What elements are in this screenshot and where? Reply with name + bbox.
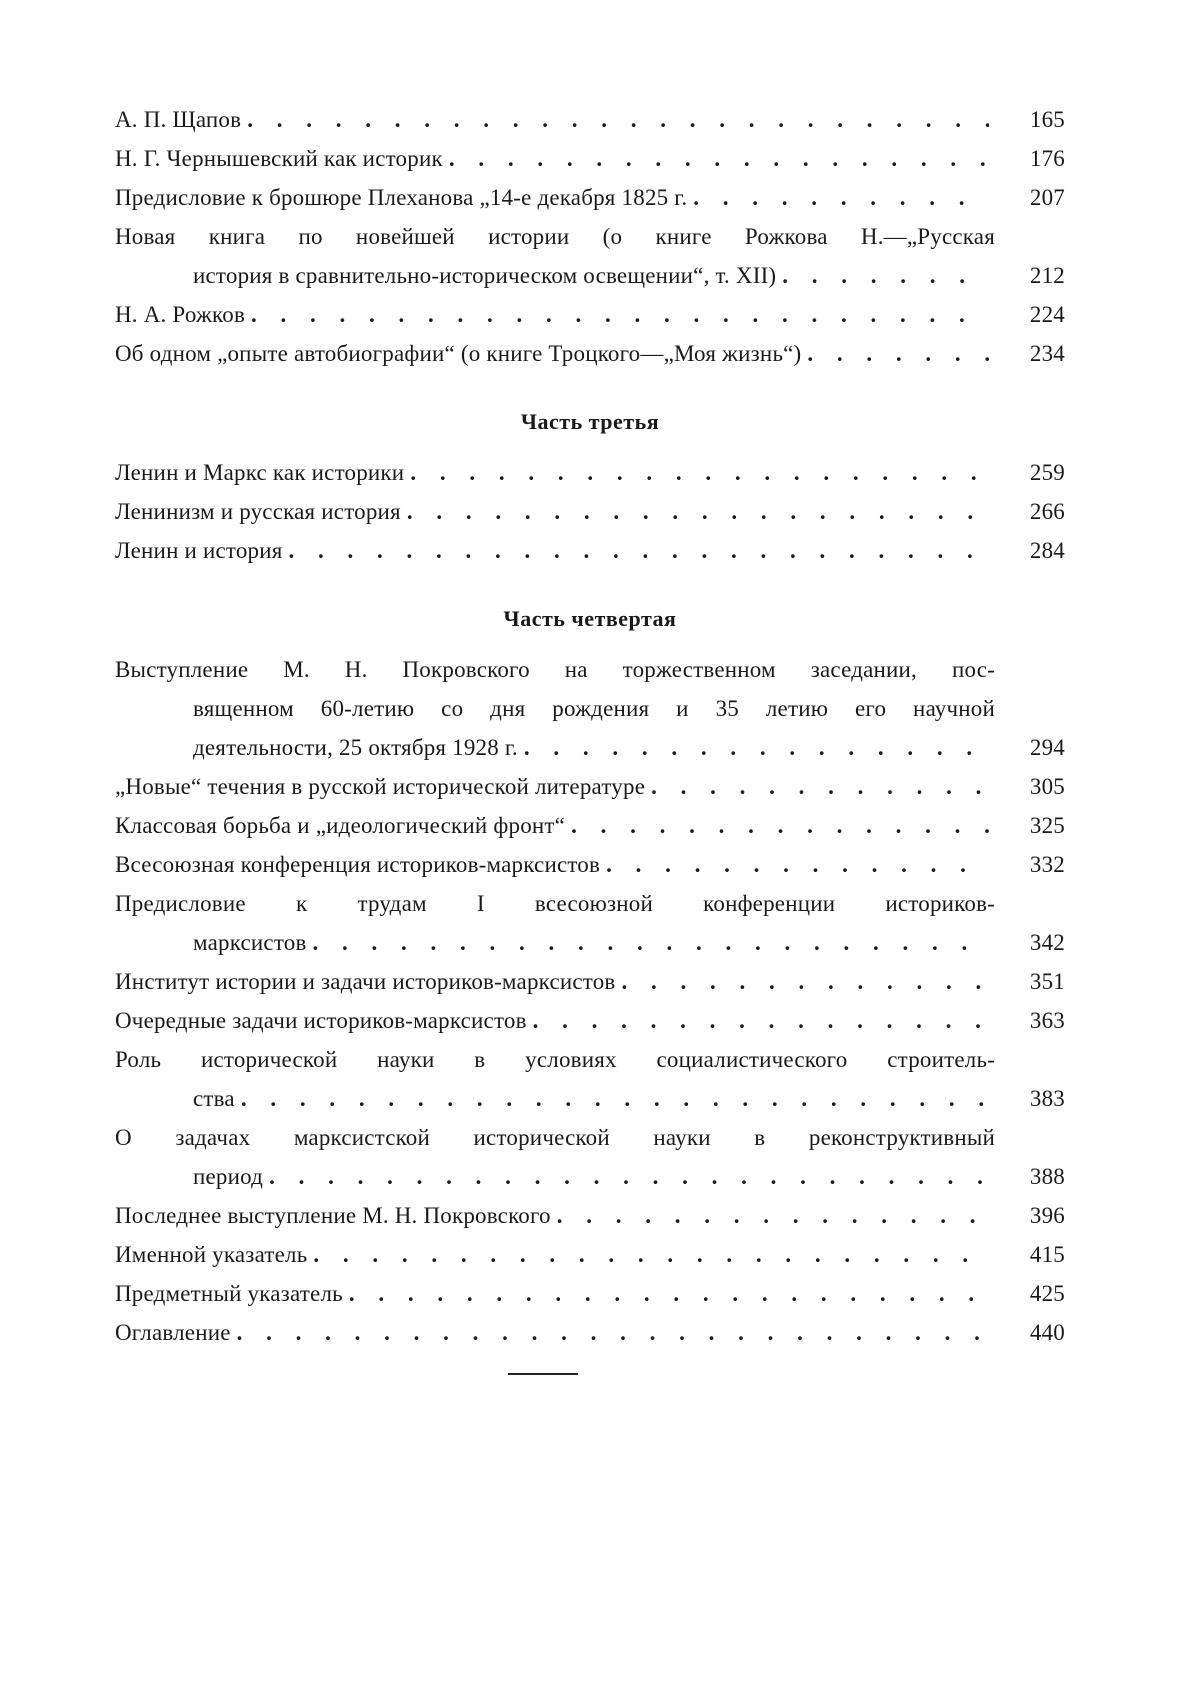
toc-entry-title: ства — [193, 1086, 235, 1111]
toc-entry-title: Об одном „опыте автобиографии“ (о книге Троцкого—„Моя жизнь“) — [115, 341, 802, 366]
toc-entry — [115, 492, 1065, 531]
toc-entry-title: Н. Г. Чернышевский как историк — [115, 146, 443, 171]
toc-entry-title: Последнее выступление М. Н. Покровского — [115, 1203, 551, 1228]
dot-leader — [449, 139, 989, 178]
dot-leader — [237, 1313, 989, 1352]
dot-leader — [651, 767, 989, 806]
dot-leader — [269, 1157, 989, 1196]
toc-page-number: 284 — [1029, 538, 1065, 563]
toc-entry-title: Всесоюзная конференция историков-марксистов — [115, 852, 601, 877]
toc-page-number: 234 — [1029, 341, 1065, 366]
dot-leader — [621, 962, 989, 1001]
toc-page-number: 396 — [1029, 1203, 1065, 1228]
toc-entry — [115, 1118, 1065, 1196]
toc-page-number: 440 — [1029, 1320, 1065, 1345]
toc-part-three-entries — [115, 453, 1065, 570]
toc-page-number: 165 — [1029, 107, 1065, 132]
toc-entry-title: Институт истории и задачи историков-марксистов — [115, 969, 616, 994]
toc-entry-title: Ленин и история — [115, 538, 283, 563]
toc-entry-title: Очередные задачи историков-марксистов — [115, 1008, 527, 1033]
toc-entry — [115, 295, 1065, 334]
dot-leader — [241, 1079, 989, 1118]
toc-entry-title: Именной указатель — [115, 1242, 308, 1267]
toc-entry-title: О задачах марксистской исторической науки в реконструктивный — [115, 1125, 995, 1150]
toc-entry-title: марксистов — [193, 930, 307, 955]
toc-page-number: 388 — [1029, 1164, 1065, 1189]
dot-leader — [289, 531, 989, 570]
dot-leader — [557, 1196, 989, 1235]
toc-page-number: 207 — [1029, 185, 1065, 210]
toc-page-number: 415 — [1029, 1242, 1065, 1267]
toc-part-four-entries — [115, 650, 1065, 1352]
dot-leader — [782, 256, 989, 295]
toc-entry-title: Выступление М. Н. Покровского на торжественном заседании, пос- — [115, 657, 995, 682]
toc-page-number: 176 — [1029, 146, 1065, 171]
dot-leader — [349, 1274, 989, 1313]
toc-page-number: 425 — [1029, 1281, 1065, 1306]
toc-entry — [115, 100, 1065, 139]
section-heading-part-three: Часть третья — [520, 409, 660, 434]
toc-page-number: 342 — [1029, 930, 1065, 955]
toc-entry-title: период — [193, 1164, 264, 1189]
toc-entry — [115, 178, 1065, 217]
toc-entry-title: Предисловие к брошюре Плеханова „14-е декабря 1825 г. — [115, 185, 688, 210]
dot-leader — [313, 1235, 989, 1274]
toc-page-number: 259 — [1029, 460, 1065, 485]
toc-entry — [115, 217, 1065, 295]
toc-page-number: 305 — [1029, 774, 1065, 799]
toc-entry-title: Предисловие к трудам I всесоюзной конференции историков- — [115, 891, 995, 916]
toc-entry-title: вященном 60-летию со дня рождения и 35 летию его научной — [193, 696, 995, 721]
section-heading-part-four: Часть четвертая — [503, 606, 677, 631]
toc-entry — [115, 1001, 1065, 1040]
dot-leader — [251, 295, 989, 334]
closing-rule — [508, 1373, 578, 1375]
dot-leader — [524, 728, 989, 767]
table-of-contents-page — [115, 100, 1065, 1352]
toc-page-number: 351 — [1029, 969, 1065, 994]
toc-entry — [115, 1274, 1065, 1313]
toc-entry-title: деятельности, 25 октября 1928 г. — [193, 735, 518, 760]
dot-leader — [693, 178, 989, 217]
toc-entry-title: Ленин и Маркс как историки — [115, 460, 405, 485]
toc-entry — [115, 650, 1065, 767]
dot-leader — [407, 492, 989, 531]
toc-entry-title: Предметный указатель — [115, 1281, 343, 1306]
toc-page-number: 332 — [1029, 852, 1065, 877]
dot-leader — [410, 453, 989, 492]
toc-entry-title: Оглавление — [115, 1320, 231, 1345]
dot-leader — [571, 806, 989, 845]
dot-leader — [533, 1001, 989, 1040]
dot-leader — [247, 100, 989, 139]
toc-entry-title: Классовая борьба и „идеологический фронт“ — [115, 813, 566, 838]
toc-entry-title: А. П. Щапов — [115, 107, 242, 132]
toc-entry — [115, 1313, 1065, 1352]
toc-entry — [115, 1196, 1065, 1235]
toc-entry — [115, 962, 1065, 1001]
toc-entry-title: Ленинизм и русская история — [115, 499, 401, 524]
toc-part-two-entries — [115, 100, 1065, 373]
toc-entry-title: Роль исторической науки в условиях социалистического строитель- — [115, 1047, 995, 1072]
toc-entry — [115, 531, 1065, 570]
toc-page-number: 325 — [1029, 813, 1065, 838]
toc-page-number: 212 — [1029, 263, 1065, 288]
toc-page-number: 294 — [1029, 735, 1065, 760]
toc-page-number: 266 — [1029, 499, 1065, 524]
toc-entry — [115, 1040, 1065, 1118]
toc-entry — [115, 1235, 1065, 1274]
toc-entry-title: „Новые“ течения в русской исторической литературе — [115, 774, 646, 799]
toc-entry — [115, 334, 1065, 373]
dot-leader — [606, 845, 989, 884]
toc-entry — [115, 453, 1065, 492]
toc-entry — [115, 139, 1065, 178]
toc-entry — [115, 767, 1065, 806]
toc-entry-title: история в сравнительно-историческом освещении“, т. XII) — [193, 263, 777, 288]
toc-entry — [115, 845, 1065, 884]
toc-entry-title: Н. А. Рожков — [115, 302, 246, 327]
toc-page-number: 363 — [1029, 1008, 1065, 1033]
toc-page-number: 383 — [1029, 1086, 1065, 1111]
dot-leader — [313, 923, 989, 962]
toc-entry — [115, 806, 1065, 845]
dot-leader — [807, 334, 989, 373]
toc-entry-title: Новая книга по новейшей истории (о книге Рожкова Н.—„Русская — [115, 224, 995, 249]
toc-entry — [115, 884, 1065, 962]
toc-page-number: 224 — [1029, 302, 1065, 327]
